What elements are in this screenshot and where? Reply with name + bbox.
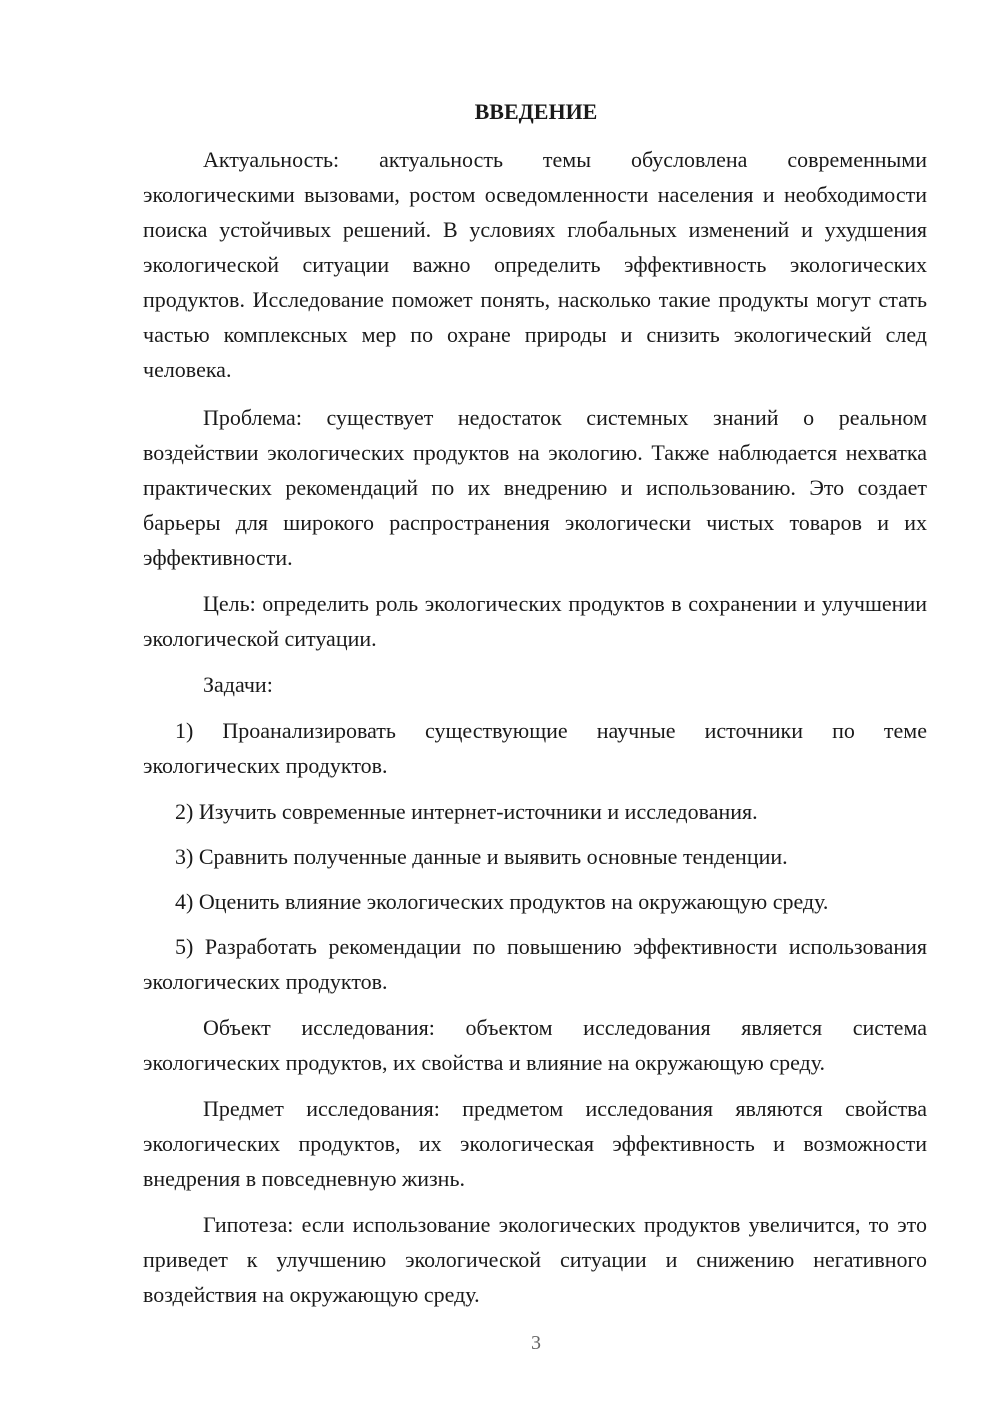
task-item-1: 1) Проанализировать существующие научные источники по теме экологических продуктов. (143, 718, 927, 778)
task-item-2: 2) Изучить современные интернет-источники и исследования. (175, 799, 758, 824)
page-number: 3 (531, 1332, 541, 1354)
page-title: ВВЕДЕНИЕ (474, 99, 598, 124)
goal-paragraph: Цель: определить роль экологических продуктов в сохранении и улучшении экологической ситуации. (143, 591, 927, 651)
problem-paragraph: Проблема: существует недостаток системных знаний о реальном воздействии экологических продуктов на экологию. Также наблюдается нехватка практических рекомендаций по их внедрению и использованию. Это создает барьеры для широкого распространения экологически чистых товаров и их эффективности. (143, 405, 927, 570)
subject-paragraph: Предмет исследования: предметом исследования являются свойства экологических продуктов, их экологическая эффективность и возможности внедрения в повседневную жизнь. (143, 1096, 927, 1191)
task-item-4: 4) Оценить влияние экологических продуктов на окружающую среду. (175, 889, 829, 914)
tasks-heading: Задачи: (203, 672, 273, 697)
relevance-paragraph: Актуальность: актуальность темы обусловлена современными экологическими вызовами, ростом осведомленности населения и необходимости поиска устойчивых решений. В условиях глобальных изменений и ухудшения экологической ситуации важно определить эффективность экологических продуктов. Исследование поможет понять, насколько такие продукты могут стать частью комплексных мер по охране природы и снизить экологический след человека. (143, 147, 927, 382)
object-paragraph: Объект исследования: объектом исследования является система экологических продуктов, их свойства и влияние на окружающую среду. (143, 1015, 927, 1075)
hypothesis-paragraph: Гипотеза: если использование экологических продуктов увеличится, то это приведет к улучшению экологической ситуации и снижению негативного воздействия на окружающую среду. (143, 1212, 927, 1307)
task-item-3: 3) Сравнить полученные данные и выявить основные тенденции. (175, 844, 788, 869)
task-item-5: 5) Разработать рекомендации по повышению эффективности использования экологических продуктов. (143, 934, 927, 994)
